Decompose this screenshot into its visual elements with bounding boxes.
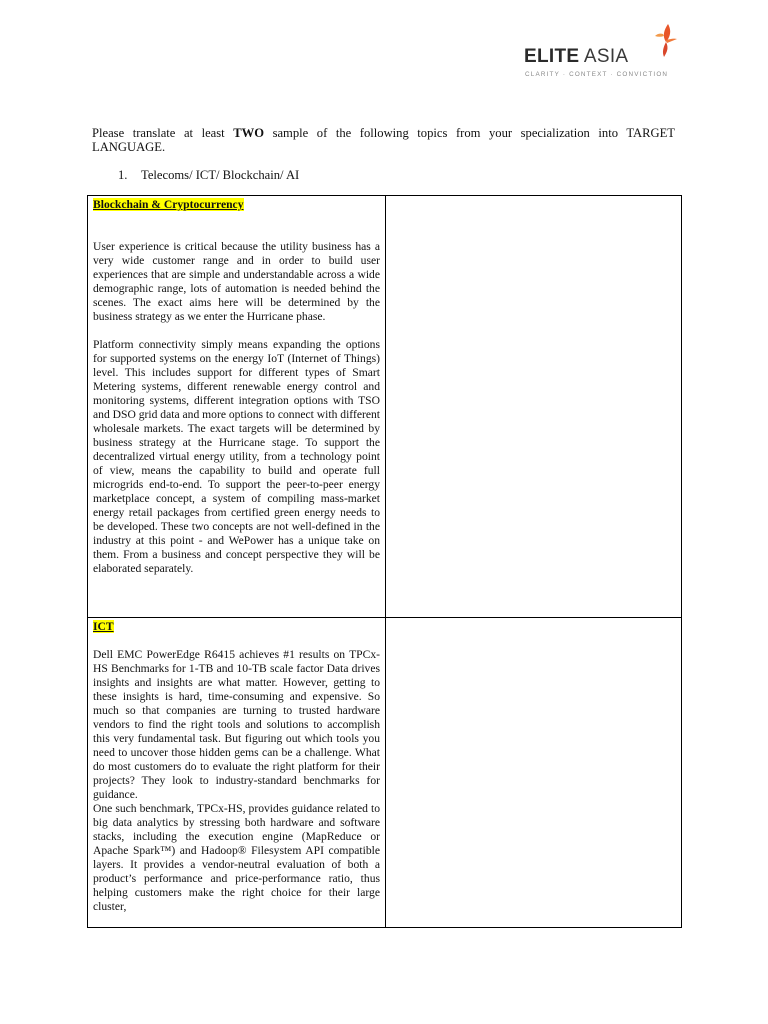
translation-cell-blockchain[interactable] — [386, 196, 682, 618]
list-item-text: Telecoms/ ICT/ Blockchain/ AI — [141, 168, 300, 182]
table-row-ict — [88, 618, 682, 928]
hummingbird-icon — [654, 22, 678, 58]
table-row-blockchain — [88, 196, 682, 618]
instructions-text-start: Please translate at least — [92, 126, 234, 140]
translation-cell-ict[interactable] — [386, 618, 682, 928]
source-cell-ict — [88, 618, 386, 928]
source-paragraph: Dell EMC PowerEdge R6415 achieves #1 results on TPCx-HS Benchmarks for 1-TB and 10-TB scale factor Data drives insights and insights are what matter. However, getting to these insights is hard, time-consuming and expensive. So much so that companies are turning to trusted hardware vendors to find the right tools and solutions to accomplish this very fundamental task. But figuring out which tools you need to uncover those hidden gems can be a challenge. What do most customers do to evaluate the right platform for their projects? They look to industry-standard benchmarks for guidance. — [93, 648, 380, 801]
instructions — [92, 126, 675, 154]
source-paragraph: One such benchmark, TPCx-HS, provides guidance related to big data analytics by stressing both hardware and software stacks, including the execution engine (MapReduce or Apache Spark™) and Hadoop® Filesystem API compatible layers. It provides a vendor-neutral evaluation of both a product’s performance and price-performance ratio, thus helping customers make the right choice for their large cluster, — [93, 802, 380, 913]
source-paragraph: User experience is critical because the utility business has a very wide customer range and in order to build user experiences that are simple and understandable across a wide demographic range, lots of automation is needed behind the scenes. The exact aims here will be determined by the business strategy as we enter the Hurricane phase. — [93, 240, 380, 323]
translation-text[interactable] — [386, 196, 681, 198]
instructions-text-end: sample of the following topics from your specialization into TARGET LANGUAGE. — [92, 126, 675, 154]
source-paragraph: Platform connectivity simply means expanding the options for supported systems on the energy IoT (Internet of Things) level. This includes support for different types of Smart Metering systems, different renewable energy control and monitoring systems, different integration options with TSO and DSO grid data and more options to connect with different wholesale markets. The exact targets will be determined by business strategy at the Hurricane stage. To support the decentralized virtual energy utility, from a technology point of view, means the capability to build and operate full microgrids end-to-end. To support the peer-to-peer energy marketplace concept, a system of compiling mass-market energy retail packages from certified green energy needs to be developed. These two concepts are not well-defined in the industry at this point - and WePower has a unique take on them. From a business and concept perspective they will be elaborated separately. — [93, 338, 380, 575]
logo-wordmark-light: ASIA — [583, 46, 629, 67]
list-number: 1. — [118, 168, 128, 182]
section-heading-ict: ICT — [93, 620, 114, 633]
instructions-emphasis: TWO — [233, 126, 265, 140]
logo-wordmark — [524, 46, 628, 68]
elite-asia-logo — [524, 22, 684, 82]
translation-text[interactable] — [386, 618, 681, 620]
section-heading-blockchain: Blockchain & Cryptocurrency — [93, 198, 244, 211]
logo-wordmark-bold: ELITE — [524, 46, 580, 67]
source-cell-blockchain — [88, 196, 386, 618]
topic-list-item — [118, 168, 299, 182]
translation-table — [87, 195, 682, 928]
logo-tagline: CLARITY · CONTEXT · CONVICTION — [525, 71, 669, 78]
